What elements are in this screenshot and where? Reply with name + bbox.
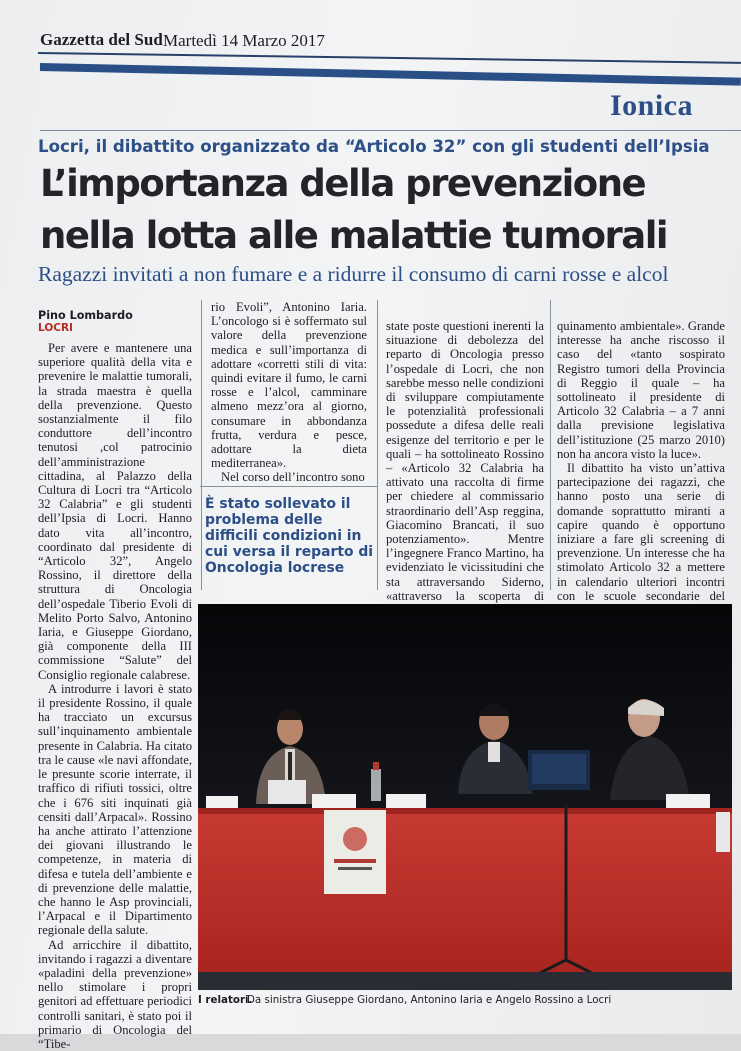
column-divider <box>377 300 378 590</box>
pullquote-rule <box>200 486 377 487</box>
masthead-rule <box>38 52 741 64</box>
section-divider <box>40 130 741 131</box>
column-divider <box>201 300 202 590</box>
paragraph: Ad arricchire il dibattito, invitando i ragazzi a diventare «paladini della prevenzione» nello stimolare i propri genitori ad effettuare periodici controlli sanitari, è stato poi il primario di Oncologia del “Tibe- <box>38 937 192 1051</box>
photo-caption-label: I relatori. <box>198 994 253 1006</box>
paragraph: Nel corso dell’incontro sono <box>221 470 365 485</box>
section-band <box>40 63 741 86</box>
masthead-paper-name: Gazzetta del Sud <box>40 30 163 49</box>
paragraph: Per avere e mantenere una superiore qualità della vita e prevenire le malattie tumorali, la strada maestra è quella della prevenzione. Questo sostanzialmente il filo conduttore dell’incontro tenutosi ,col patrocinio dell’amministrazione cittadina, al Palazzo della Cultura di Locri tra “Articolo 32 Calabria” e gli studenti dell’Ipsia di Locri. Hanno dato vita all’incontro, coordinato dal presidente di “Articolo 32”, Angelo Rossino, il direttore della struttura di Oncologia dell’ospedale Tiberio Evoli di Melito Porto Salvo, Antonino Iaria, e Giuseppe Giordano, già componente della III commissione “Salute” del Consiglio regionale calabrese. <box>38 341 192 682</box>
article-column-2 <box>211 300 367 485</box>
headline-line-1: L’importanza della prevenzione <box>40 162 646 205</box>
paragraph: Il dibattito ha visto un’attiva partecipazione dei ragazzi, che hanno posto una serie di domande soprattutto miranti a capire quando è opportuno iniziare a fare gli screening di prevenzione. Un interesse che ha stimolato Articolo 32 a mettere in calendario ulteriori incontri con le scuole secondarie del <box>557 461 725 603</box>
byline-author: Pino Lombardo <box>38 309 133 322</box>
pullquote: È stato sollevato il problema delle difficili condizioni in cui versa il reparto di Oncologia locrese <box>205 496 374 576</box>
paragraph: A introdurre i lavori è stato il presidente Rossino, il quale ha tracciato un excursus sull’inquinamento ambientale presente in Calabria. Ha citato tra le cause «le navi affondate, le presunte scorie interrate, il traffico di rifiuti tossici, oltre che i 676 siti inquinati già censiti dall’Arpacal». Rossino ha anche attirato l’attenzione dei giovani illustrando le competenze, in materia di difesa e tutela dell’ambiente e di prevenzione delle malattie, che hanno le Asp provinciali, l’Arpacal e il Dipartimento regionale della salute. <box>38 681 192 938</box>
event-photo <box>198 604 732 990</box>
photo-caption-text: Da sinistra Giuseppe Giordano, Antonino Iaria e Angelo Rossino a Locri <box>247 994 612 1006</box>
column-divider <box>550 300 551 590</box>
article-kicker: Locri, il dibattito organizzato da “Articolo 32” con gli studenti dell’Ipsia <box>38 137 710 156</box>
masthead-date: Martedì 14 Marzo 2017 <box>163 31 325 50</box>
section-title: Ionica <box>609 89 693 122</box>
paragraph: state poste questioni inerenti la situazione di debolezza del reparto di Oncologia presso l’ospedale di Locri, che non sarebbe messo nelle condizioni di sviluppare compiutamente le potenzialità professionali possedute a difesa delle reali esigenze del territorio e per le quali – ha sottolineato Rossino – «Articolo 32 Calabria ha attivato una raccolta di firme per chiedere al commissario straordinario dell’Asp reggina, Giacomino Brancati, il suo potenziamento». Mentre l’ingegnere Franco Martino, ha evidenziato le vicissitudini che sta attraversando Siderno, «attraverso la scoperta di <box>386 319 544 603</box>
article-column-1 <box>38 341 192 1051</box>
byline-location: LOCRI <box>38 322 73 334</box>
headline-line-2: nella lotta alle malattie tumorali <box>40 214 668 257</box>
article-column-3 <box>386 319 544 631</box>
paragraph: rio Evoli”, Antonino Iaria. L’oncologo si è soffermato sul valore della prevenzione medica e sull’importanza di adottare «corretti stili di vita: quindi evitare il fumo, le carni rosse e l’alcol, camminare almeno mezz’ora al giorno, consumare in abbondanza frutta, verdura e pesce, adottare la dieta mediterranea». <box>211 300 367 471</box>
article-column-4 <box>557 319 725 617</box>
paragraph: quinamento ambientale». Grande interesse ha anche riscosso il caso del «tanto sospirato Registro tumori della Provincia di Reggio il quale – ha sottolineato il presidente di Articolo 32 Calabria – a 7 anni dalla previsione legislativa dell’istituzione (25 marzo 2010) non ha ancora visto la luce». <box>557 319 725 461</box>
article-subtitle: Ragazzi invitati a non fumare e a ridurre il consumo di carni rosse e alcol <box>38 262 669 286</box>
